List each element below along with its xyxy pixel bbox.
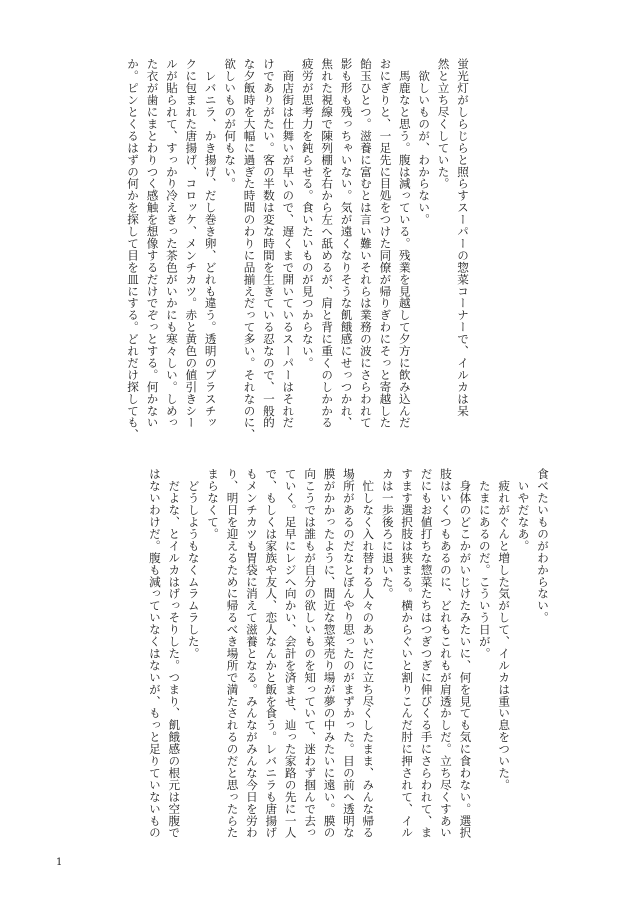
text-line: 欲しいものが、わからない。 xyxy=(417,58,432,226)
text-line: だよな、とイルカはげっそりした。つまり、飢餓感の根元は空腹で xyxy=(167,468,182,839)
text-line: 食べたいものがわからない。 xyxy=(536,468,550,624)
text-line: 蛍光灯がしらじらと照らすスーパーの惣菜コーナーで、イルカは呆 xyxy=(456,58,470,417)
text-line: まらなくて。 xyxy=(206,468,221,540)
page-number: 1 xyxy=(56,857,63,868)
text-line: けでありがたい。客の半数は変な時間を生きている忍なので、一般的 xyxy=(261,58,276,429)
text-line: たまにあるのだ。こういう日が。 xyxy=(477,468,492,660)
text-line: いやだなあ。 xyxy=(516,468,531,552)
text-line: ていく。足早にレジへ向かい、会計を済ませ、辿った家路の先に一人 xyxy=(283,468,298,839)
text-line: ルが貼られて、すっかり冷えきった茶色がいかにも寒々しい。しめっ xyxy=(164,58,179,429)
text-line: もメンチカツも胃袋に消えて滋養となる。みんながみんな今日を労わ xyxy=(244,468,259,839)
text-line: な夕飯時を大幅に過ぎた時間のわりに品揃えだって多い。それなのに、 xyxy=(242,58,257,441)
text-line: 馬鹿なと思う。腹は減っている。残業を見越して夕方に飲み込んだ xyxy=(397,58,412,429)
text-line: 然と立ち尽くしていた。 xyxy=(436,58,451,190)
text-line: 影も形も残っちゃいない。気が遠くなりそうな飢餓感にせっつかれ、 xyxy=(339,58,354,429)
text-line: どうしようもなくムラムラした。 xyxy=(186,468,201,660)
text-line: 身体のどこかがいじけたみたいに、何を見ても気に食わない。選択 xyxy=(458,468,473,839)
text-line: 忙しなく入れ替わる人々のあいだに立ち尽くしたまま、みんな帰る xyxy=(361,468,376,839)
text-line: 疲労が思考力を鈍らせる。食いたいものが見つからない。 xyxy=(300,58,315,369)
text-line: 場所があるのだなとぼんやり思ったのがまずかった。目の前へ透明な xyxy=(341,468,356,839)
text-line: 焦れた視線で陳列棚を右から左へ舐めるが、肩と背に重くのしかかる xyxy=(320,58,335,429)
text-line: すます選択肢は狭まる。横からぐいと割りこんだ肘に押されて、イル xyxy=(400,468,415,839)
text-line: で、もしくは家族や友人、恋人なんかと飯を食う。レバニラも唐揚げ xyxy=(264,468,279,839)
text-line: はないわけだ。腹も減っていなくはないが、もっと足りていないもの xyxy=(147,468,162,839)
text-line: 商店街は仕舞いが早いので、遅くまで開いているスーパーはそれだ xyxy=(281,58,296,429)
text-line: だにもお値打ちな惣菜たちはつぎつぎに伸びくる手にさらわれて、ま xyxy=(419,468,434,839)
upper-text-block xyxy=(62,58,472,458)
text-line: 疲れがぐんと増した気がして、イルカは重い息をついた。 xyxy=(497,468,512,791)
text-line: か。ピンとくるはずの何かを探して目を皿にする。どれだけ探しても、 xyxy=(126,58,141,441)
text-line: クに包まれた唐揚げ、コロッケ、メンチカツ。赤と黄色の値引きシー xyxy=(184,58,199,429)
text-line: 飴玉ひとつ。滋養に富むとは言い難いそれらは業務の波にさらわれて xyxy=(358,58,373,429)
text-line: り、明日を迎えるために帰るべき場所で満たされるのだと思ったらた xyxy=(225,468,240,839)
text-line: おにぎりと、一足先に目処をつけた同僚が帰りぎわにそっと寄越した xyxy=(378,58,393,429)
text-line: レバニラ、かき揚げ、だし巻き卵、どれも違う。透明のプラスチッ xyxy=(203,58,218,429)
text-line: 向こうでは誰もが自分の欲しいものを知っていて、迷わず掴んで去っ xyxy=(303,468,318,839)
text-line: カは一歩後ろに退いた。 xyxy=(380,468,395,600)
text-line: 肢はいくつもあるのに、どれもこれもが肩透かしだ。立ち尽くすあい xyxy=(438,468,453,839)
text-line: 欲しいものが何もない。 xyxy=(223,58,238,190)
lower-text-block xyxy=(62,468,552,868)
text-line: た衣が歯にまとわりつく感触を想像するだけでぞっとする。何かない xyxy=(145,58,160,429)
text-line: 膜がかかったように、間近な惣菜売り場が夢の中みたいに遠い。膜の xyxy=(322,468,337,839)
